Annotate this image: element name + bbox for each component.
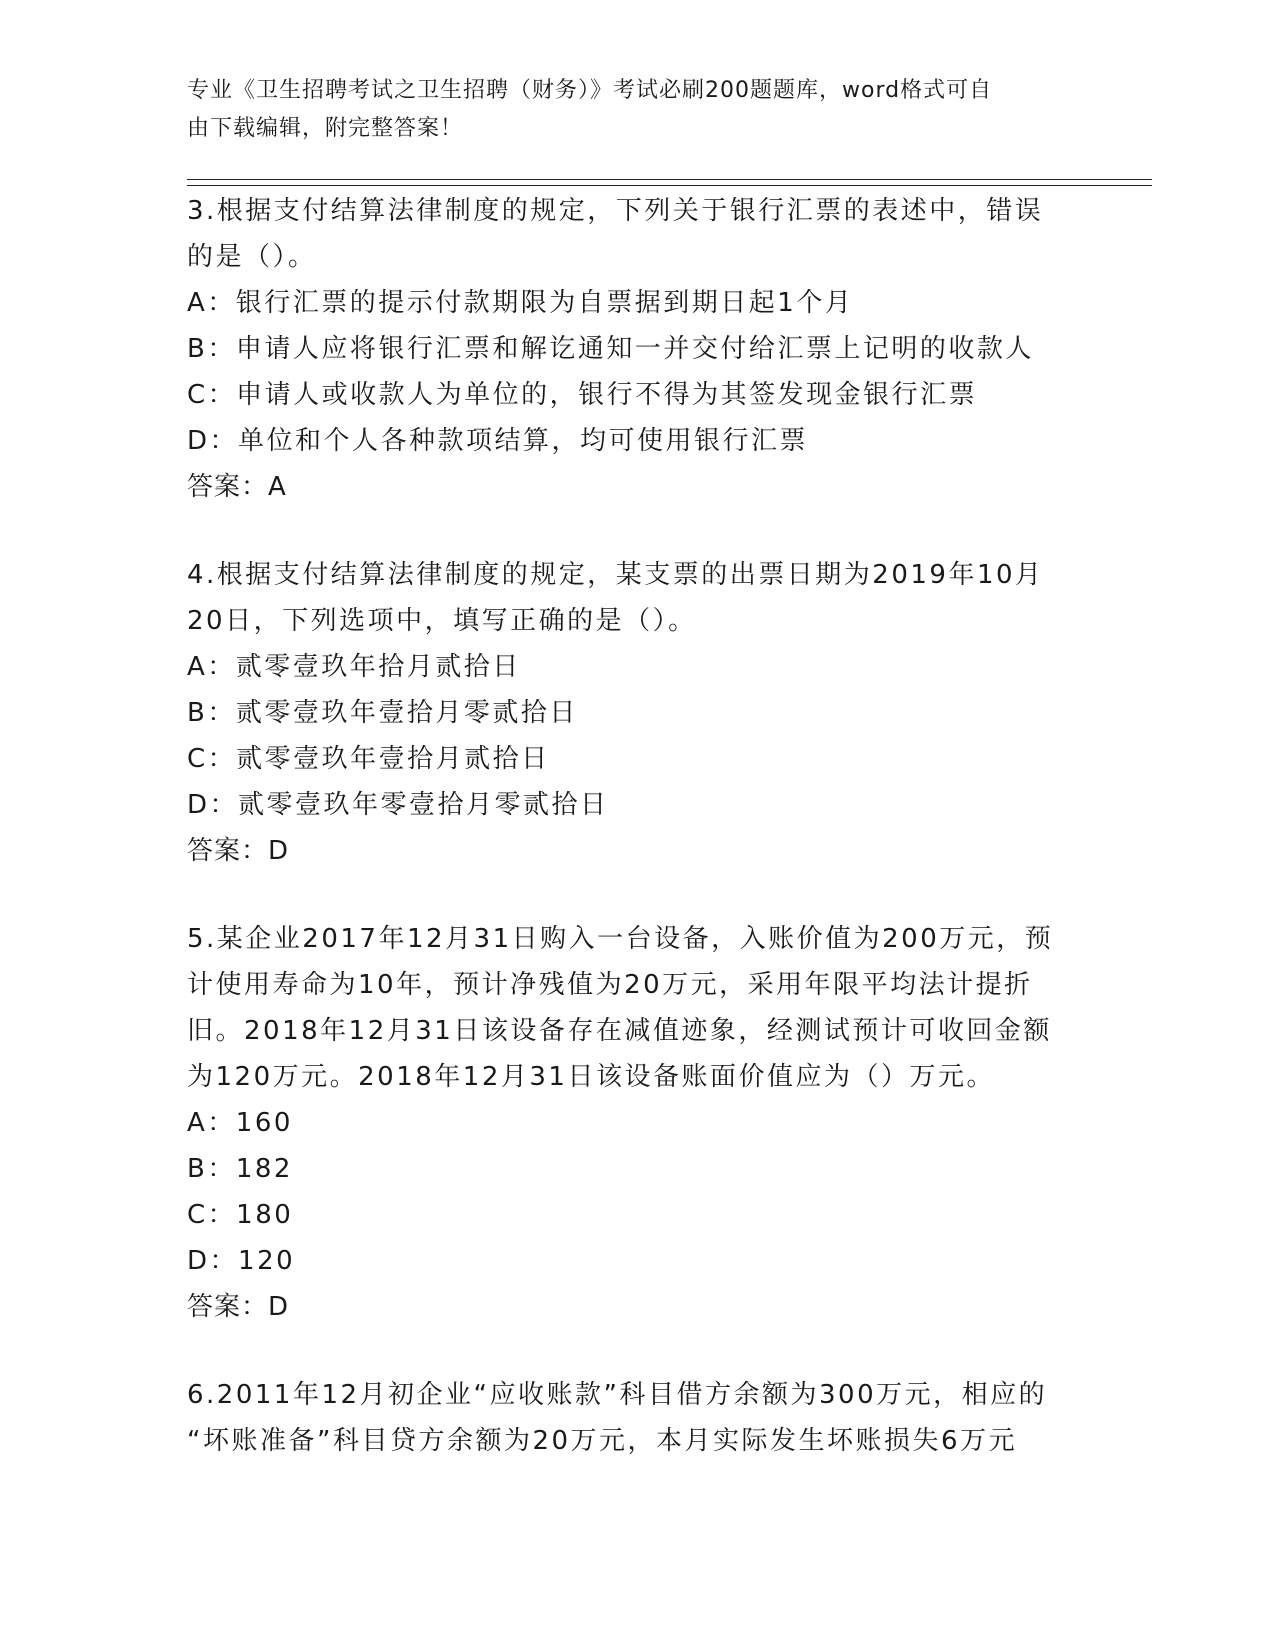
- option-d: D：贰零壹玖年零壹拾月零贰拾日: [187, 790, 609, 820]
- question-list: [187, 188, 1087, 1506]
- option-c: C：申请人或收款人为单位的，银行不得为其签发现金银行汇票: [187, 380, 978, 410]
- question-stem-line: 的是（）。: [187, 242, 317, 272]
- option-a: A：贰零壹玖年拾月贰拾日: [187, 652, 521, 682]
- option-a: A：银行汇票的提示付款期限为自票据到期日起1个月: [187, 288, 854, 318]
- option-b: B：182: [187, 1154, 293, 1184]
- question-stem-line: 5.某企业2017年12月31日购入一台设备，入账价值为200万元，预: [187, 924, 1054, 954]
- question-stem-line: “坏账准备”科目贷方余额为20万元，本月实际发生坏账损失6万元: [187, 1426, 1018, 1456]
- question-5: [187, 916, 1087, 1330]
- option-b: B：贰零壹玖年壹拾月零贰拾日: [187, 698, 578, 728]
- header-divider-bottom: [187, 185, 1152, 186]
- document-header: [187, 72, 1087, 148]
- option-d: D：120: [187, 1246, 296, 1276]
- option-d: D：单位和个人各种款项结算，均可使用银行汇票: [187, 426, 809, 456]
- answer-line: 答案：D: [187, 1292, 290, 1322]
- option-c: C：贰零壹玖年壹拾月贰拾日: [187, 744, 550, 774]
- question-stem-line: 为120万元。2018年12月31日该设备账面价值应为（）万元。: [187, 1062, 995, 1092]
- question-stem-line: 3.根据支付结算法律制度的规定，下列关于银行汇票的表述中，错误: [187, 196, 1044, 226]
- question-6: [187, 1372, 1087, 1464]
- option-b: B：申请人应将银行汇票和解讫通知一并交付给汇票上记明的收款人: [187, 334, 1034, 364]
- option-c: C：180: [187, 1200, 294, 1230]
- answer-line: 答案：D: [187, 836, 290, 866]
- answer-line: 答案：A: [187, 472, 287, 502]
- header-line-1: 专业《卫生招聘考试之卫生招聘（财务）》考试必刷200题题库，word格式可自: [187, 78, 993, 103]
- question-3: [187, 188, 1087, 510]
- question-stem-line: 4.根据支付结算法律制度的规定，某支票的出票日期为2019年10月: [187, 560, 1044, 590]
- question-4: [187, 552, 1087, 874]
- header-line-2: 由下载编辑，附完整答案！: [187, 116, 464, 141]
- question-stem-line: 计使用寿命为10年，预计净残值为20万元，采用年限平均法计提折: [187, 970, 1033, 1000]
- question-stem-line: 旧。2018年12月31日该设备存在减值迹象，经测试预计可收回金额: [187, 1016, 1052, 1046]
- option-a: A：160: [187, 1108, 293, 1138]
- header-divider-top: [187, 179, 1152, 180]
- question-stem-line: 20日，下列选项中，填写正确的是（）。: [187, 606, 697, 636]
- question-stem-line: 6.2011年12月初企业“应收账款”科目借方余额为300万元，相应的: [187, 1380, 1048, 1410]
